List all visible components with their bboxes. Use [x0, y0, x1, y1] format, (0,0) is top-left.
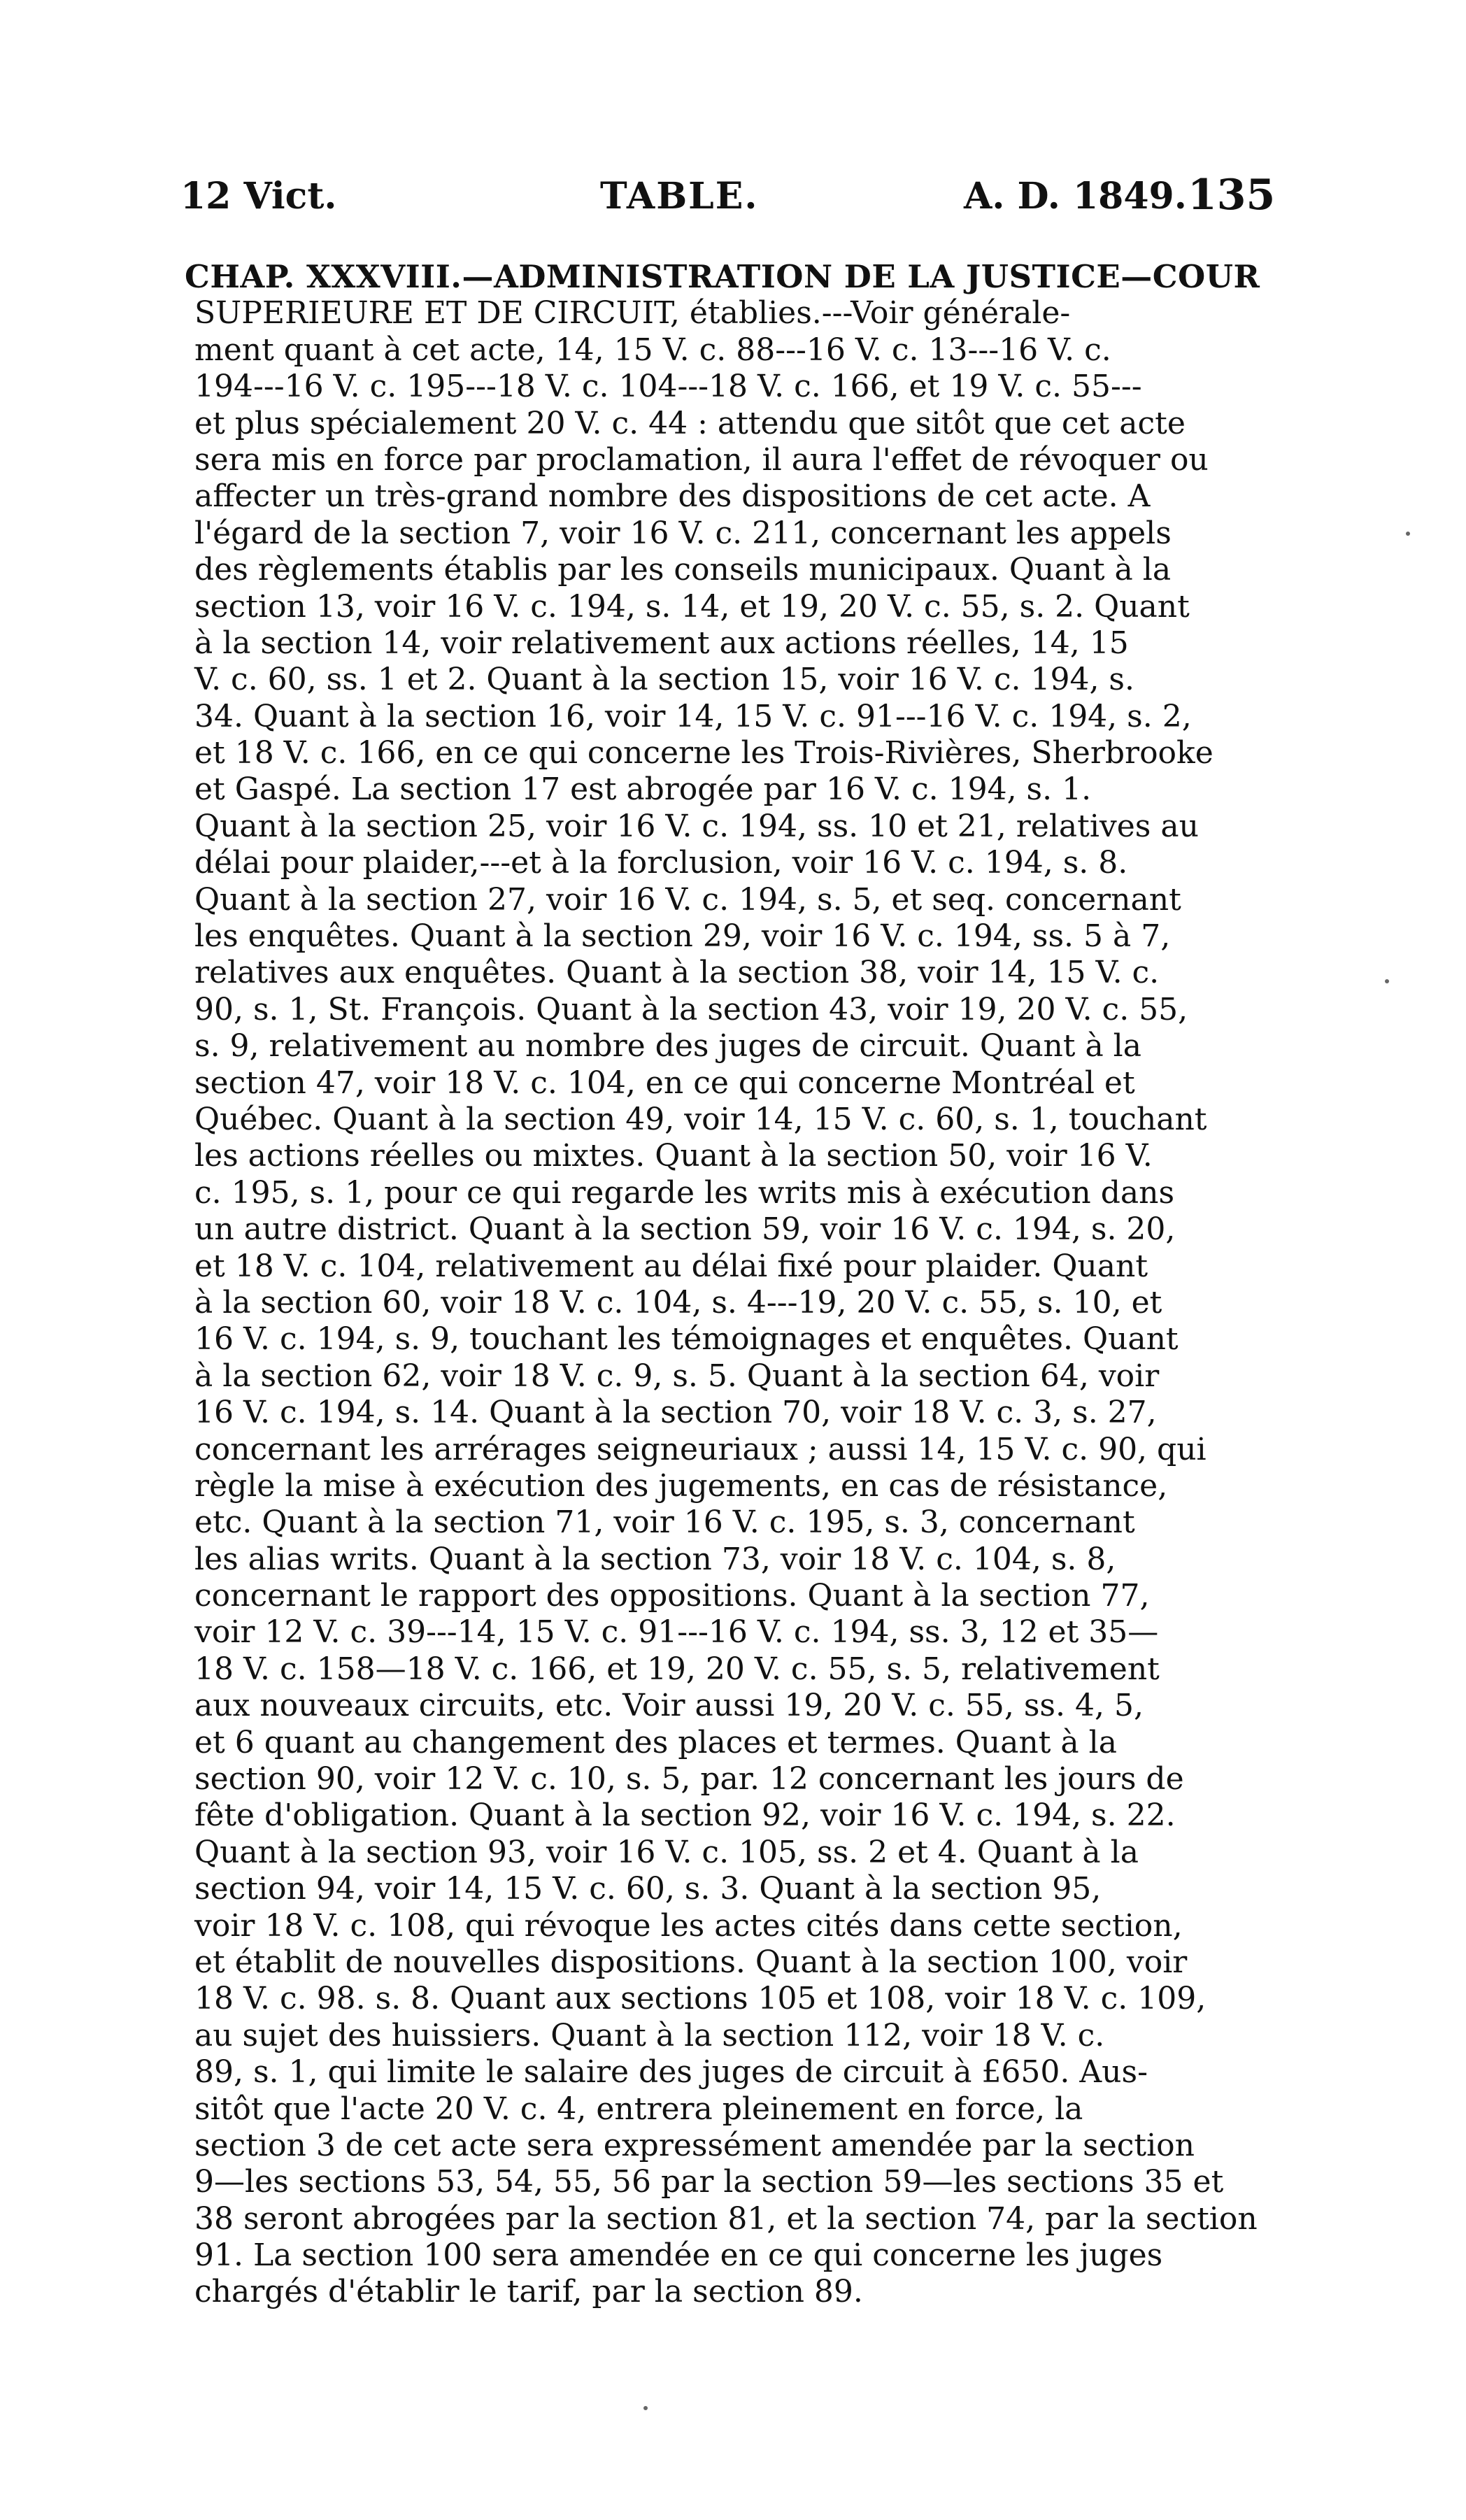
- entry-text-line: 18 V. c. 98. s. 8. Quant aux sections 105 et 108, voir 18 V. c. 109,: [194, 1981, 1207, 2017]
- entry-text-line: 9—les sections 53, 54, 55, 56 par la section 59—les sections 35 et: [194, 2164, 1224, 2200]
- entry-text-line: s. 9, relativement au nombre des juges de circuit. Quant à la: [194, 1028, 1141, 1065]
- entry-text-line: section 13, voir 16 V. c. 194, s. 14, et 19, 20 V. c. 55, s. 2. Quant: [194, 588, 1190, 625]
- entry-text-line: Québec. Quant à la section 49, voir 14, 15 V. c. 60, s. 1, touchant: [194, 1101, 1207, 1137]
- entry-text-line: à la section 62, voir 18 V. c. 9, s. 5. Quant à la section 64, voir: [194, 1358, 1160, 1394]
- entry-text-line: section 94, voir 14, 15 V. c. 60, s. 3. Quant à la section 95,: [194, 1871, 1102, 1907]
- entry-text-line: section 47, voir 18 V. c. 104, en ce qui concerne Montréal et: [194, 1065, 1135, 1101]
- entry-text-line: délai pour plaider,---et à la forclusion, voir 16 V. c. 194, s. 8.: [194, 845, 1128, 881]
- entry-text-line: section 90, voir 12 V. c. 10, s. 5, par. 12 concernant les jours de: [194, 1761, 1184, 1798]
- entry-text-line: voir 12 V. c. 39---14, 15 V. c. 91---16 V. c. 194, ss. 3, 12 et 35—: [194, 1614, 1159, 1651]
- entry-text-line: un autre district. Quant à la section 59, voir 16 V. c. 194, s. 20,: [194, 1211, 1176, 1248]
- entry-text-line: Quant à la section 25, voir 16 V. c. 194, ss. 10 et 21, relatives au: [194, 808, 1199, 844]
- chapter-entry: [185, 259, 1267, 2311]
- entry-text-line: à la section 60, voir 18 V. c. 104, s. 4---19, 20 V. c. 55, s. 10, et: [194, 1284, 1162, 1320]
- running-header: [180, 171, 1276, 225]
- chapter-heading-line: CHAP. XXXVIII.—ADMINISTRATION DE LA JUSTICE—COUR: [185, 259, 1260, 295]
- entry-text-line: section 3 de cet acte sera expressément amendée par la section: [194, 2127, 1195, 2163]
- entry-text-line: 16 V. c. 194, s. 9, touchant les témoignages et enquêtes. Quant: [194, 1321, 1179, 1358]
- print-speck: [1385, 979, 1389, 983]
- entry-text-line: 89, s. 1, qui limite le salaire des juges de circuit à £650. Aus-: [194, 2054, 1148, 2091]
- entry-text-line: les enquêtes. Quant à la section 29, voir 16 V. c. 194, ss. 5 à 7,: [194, 918, 1171, 955]
- entry-text-line: sera mis en force par proclamation, il aura l'effet de révoquer ou: [194, 441, 1209, 478]
- entry-text-line: affecter un très-grand nombre des dispositions de cet acte. A: [194, 478, 1151, 515]
- entry-text-line: relatives aux enquêtes. Quant à la section 38, voir 14, 15 V. c.: [194, 955, 1160, 991]
- entry-text-line: c. 195, s. 1, pour ce qui regarde les writs mis à exécution dans: [194, 1174, 1175, 1211]
- entry-text-line: etc. Quant à la section 71, voir 16 V. c. 195, s. 3, concernant: [194, 1504, 1135, 1541]
- entry-text-line: règle la mise à exécution des jugements, en cas de résistance,: [194, 1467, 1168, 1504]
- print-speck: [1406, 532, 1410, 536]
- entry-text-line: concernant le rapport des oppositions. Quant à la section 77,: [194, 1578, 1150, 1614]
- page-number: 135: [1188, 171, 1276, 220]
- entry-text-line: V. c. 60, ss. 1 et 2. Quant à la section 15, voir 16 V. c. 194, s.: [194, 662, 1134, 698]
- entry-text-line: 194---16 V. c. 195---18 V. c. 104---18 V. c. 166, et 19 V. c. 55---: [194, 369, 1142, 405]
- entry-text-line: et 18 V. c. 166, en ce qui concerne les Trois-Rivières, Sherbrooke: [194, 735, 1214, 771]
- entry-text-line: l'égard de la section 7, voir 16 V. c. 211, concernant les appels: [194, 515, 1172, 551]
- entry-text-line: 34. Quant à la section 16, voir 14, 15 V. c. 91---16 V. c. 194, s. 2,: [194, 698, 1192, 734]
- entry-text-line: voir 18 V. c. 108, qui révoque les actes cités dans cette section,: [194, 1907, 1183, 1944]
- entry-text-line: au sujet des huissiers. Quant à la section 112, voir 18 V. c.: [194, 2017, 1105, 2053]
- print-speck: [643, 2406, 648, 2410]
- entry-text-line: Quant à la section 27, voir 16 V. c. 194, s. 5, et seq. concernant: [194, 881, 1181, 918]
- entry-text-line: et plus spécialement 20 V. c. 44 : attendu que sitôt que cet acte: [194, 405, 1186, 441]
- header-reign: 12 Vict.: [180, 175, 337, 218]
- entry-text-line: 18 V. c. 158—18 V. c. 166, et 19, 20 V. c. 55, s. 5, relativement: [194, 1651, 1160, 1687]
- entry-text-line: ment quant à cet acte, 14, 15 V. c. 88---16 V. c. 13---16 V. c.: [194, 332, 1111, 368]
- entry-text-line: 90, s. 1, St. François. Quant à la section 43, voir 19, 20 V. c. 55,: [194, 991, 1188, 1027]
- entry-text-line: et 6 quant au changement des places et termes. Quant à la: [194, 1724, 1117, 1760]
- entry-text-line: les alias writs. Quant à la section 73, voir 18 V. c. 104, s. 8,: [194, 1541, 1116, 1577]
- entry-text-line: les actions réelles ou mixtes. Quant à la section 50, voir 16 V.: [194, 1138, 1153, 1174]
- entry-text-line: 38 seront abrogées par la section 81, et la section 74, par la section: [194, 2200, 1258, 2237]
- entry-text-line: chargés d'établir le tarif, par la section 89.: [194, 2274, 863, 2310]
- header-year: A. D. 1849.: [964, 175, 1187, 218]
- entry-text-line: et 18 V. c. 104, relativement au délai fixé pour plaider. Quant: [194, 1248, 1148, 1284]
- entry-text-line: sitôt que l'acte 20 V. c. 4, entrera pleinement en force, la: [194, 2091, 1083, 2127]
- entry-text-line: des règlements établis par les conseils municipaux. Quant à la: [194, 552, 1172, 588]
- entry-text-line: à la section 14, voir relativement aux actions réelles, 14, 15: [194, 625, 1129, 661]
- entry-text-line: et établit de nouvelles dispositions. Quant à la section 100, voir: [194, 1944, 1188, 1980]
- header-title: TABLE.: [600, 175, 759, 218]
- entry-text-line: 91. La section 100 sera amendée en ce qui concerne les juges: [194, 2237, 1163, 2274]
- entry-text-line: aux nouveaux circuits, etc. Voir aussi 19, 20 V. c. 55, ss. 4, 5,: [194, 1688, 1144, 1724]
- entry-text-line: SUPERIEURE ET DE CIRCUIT, établies.---Voir générale-: [194, 295, 1071, 332]
- entry-text-line: 16 V. c. 194, s. 14. Quant à la section 70, voir 18 V. c. 3, s. 27,: [194, 1395, 1157, 1431]
- entry-text-line: Quant à la section 93, voir 16 V. c. 105, ss. 2 et 4. Quant à la: [194, 1834, 1139, 1870]
- entry-text-line: fête d'obligation. Quant à la section 92, voir 16 V. c. 194, s. 22.: [194, 1798, 1176, 1834]
- entry-text-line: concernant les arrérages seigneuriaux ; aussi 14, 15 V. c. 90, qui: [194, 1431, 1207, 1467]
- entry-text-line: et Gaspé. La section 17 est abrogée par 16 V. c. 194, s. 1.: [194, 771, 1092, 808]
